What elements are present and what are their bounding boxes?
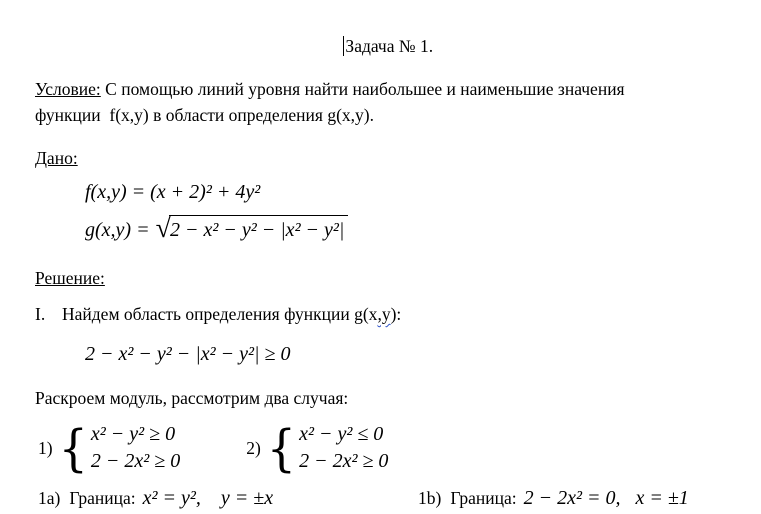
spellcheck-fragment: ,y (377, 304, 391, 324)
boundary-1a-formula: x² = y², y = ±x (142, 487, 274, 509)
inequality-formula: 2 − x² − y² − |x² − y²| ≥ 0 (85, 343, 291, 365)
radical-sign: √ (155, 213, 171, 244)
formula-f: f(x,y) = (x + 2)² + 4y² (85, 181, 261, 203)
condition-text-line-2: функции f(x,y) в области определения g(x,y). (35, 105, 374, 125)
boundary-1a-text: Граница: (69, 488, 136, 508)
system-2-eq-2: 2 − 2x² ≥ 0 (299, 450, 389, 472)
radicand: 2 − x² − y² − |x² − y²| (169, 215, 348, 243)
equation-systems (38, 418, 741, 478)
system-1-eq-2: 2 − 2x² ≥ 0 (90, 450, 181, 472)
step-1-line (35, 301, 741, 327)
system-2-eq-1: x² − y² ≤ 0 (299, 423, 384, 445)
left-brace-glyph: { (58, 418, 88, 478)
formula-g-lhs: g(x,y) = (85, 219, 150, 241)
system-1 (38, 418, 181, 478)
condition-paragraph (35, 76, 741, 128)
system-1-label: 1) (38, 437, 53, 458)
solution-label: Решение: (35, 268, 105, 288)
system-2 (246, 418, 389, 478)
boundary-1b-label: 1b) (418, 488, 442, 508)
step-1-marker: I. (35, 304, 46, 324)
cases-intro: Раскроем модуль, рассмотрим два случая: (35, 388, 349, 408)
boundary-1b-formula: 2 − 2x² = 0, x = ±1 (523, 487, 689, 509)
step-1-text-end: ): (390, 304, 402, 324)
given-heading (35, 145, 741, 171)
system-2-equations (299, 421, 388, 475)
document-title (35, 36, 741, 56)
condition-label: Условие: (35, 79, 101, 99)
given-label: Дано: (35, 148, 78, 168)
boundary-1b (418, 485, 689, 511)
square-root (156, 215, 349, 243)
boundary-1a (38, 485, 418, 511)
boundary-lines (38, 485, 741, 511)
title-text: Задача № 1. (345, 36, 434, 56)
boundary-1a-label: 1a) (38, 488, 61, 508)
solution-heading (35, 265, 741, 291)
system-2-label: 2) (246, 437, 261, 458)
condition-text-line-1: С помощью линий уровня найти наибольшее и наименьшие значения (100, 79, 625, 99)
system-1-eq-1: x² − y² ≥ 0 (90, 423, 176, 445)
left-brace-glyph: { (266, 418, 297, 478)
boundary-1b-text: Граница: (450, 488, 517, 508)
formula-g (85, 215, 741, 243)
step-1-text: Найдем область определения функции g(x (62, 304, 378, 324)
system-1-equations (91, 421, 180, 475)
